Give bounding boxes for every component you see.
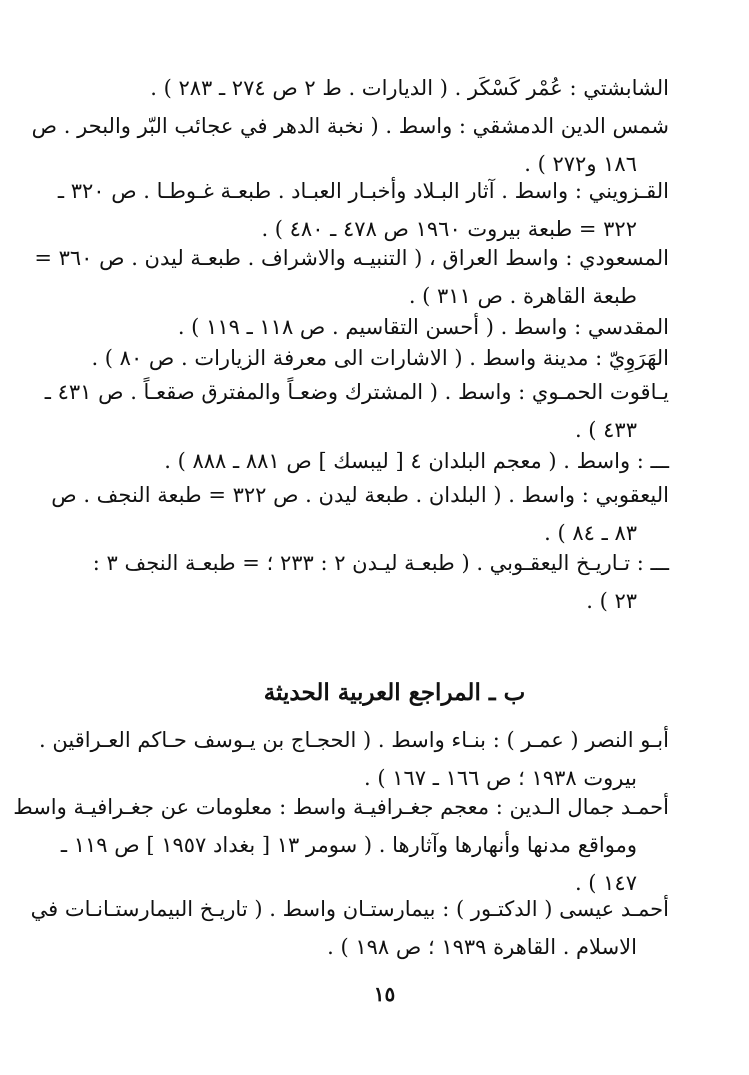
entry-line: الهَرَوِيّ : مدينة واسط . ( الاشارات الى معرفة الزيارات . ص ٨٠ ) .	[91, 346, 669, 370]
entry-line: اليعقوبي : واسط . ( البلدان . طبعة ليدن . ص ٣٢٢ = طبعة النجف . ص	[51, 483, 669, 507]
entry-line-continuation: ٢٣ ) .	[586, 589, 637, 613]
entry-line: الشابشتي : عُمْر كَسْكَر . ( الديارات . ط ٢ ص ٢٧٤ ـ ٢٨٣ ) .	[150, 76, 669, 100]
entry-line-continuation: بيروت ١٩٣٨ ؛ ص ١٦٦ ـ ١٦٧ ) .	[364, 766, 637, 790]
bibliography-entry-shabushti	[96, 69, 669, 107]
entry-line: أحمـد جمال الـدين : معجم جغـرافيـة واسط : معلومات عن جغـرافيـة واسط	[13, 795, 669, 819]
entry-line-continuation: ١٨٦ و٢٧٢ ) .	[524, 152, 637, 176]
entry-line-continuation: ومواقع مدنها وأنهارها وآثارها . ( سومر ١٣ [ بغداد ١٩٥٧ ] ص ١١٩ ـ	[60, 833, 637, 857]
entry-line-continuation: ٨٣ ـ ٨٤ ) .	[544, 521, 637, 545]
entry-line-continuation: ٤٣٣ ) .	[574, 418, 637, 442]
entry-line: أحمـد عيسى ( الدكتـور ) : بيمارستـان واسط . ( تاريـخ البيمارستـانـات في	[30, 897, 669, 921]
entry-line: أبـو النصر ( عمـر ) : بنـاء واسط . ( الحجـاج بن يـوسف حـاكم العـراقين .	[39, 728, 669, 752]
bibliography-entry-yaqubi-tarikh	[92, 544, 669, 620]
bibliography-entry-yaqut-mujam	[96, 442, 669, 480]
bibliography-entry-masudi	[34, 239, 669, 315]
bibliography-entry-qazwini	[57, 172, 669, 248]
bibliography-entry-yaqut	[44, 373, 669, 449]
bibliography-entry-abu-al-nasr	[39, 721, 669, 797]
bibliography-entry-ahmad-isa	[30, 890, 669, 966]
entry-line: المسعودي : واسط العراق ، ( التنبيـه والاشراف . طبعـة ليدن . ص ٣٦٠ =	[34, 246, 669, 270]
section-heading: ب ـ المراجع العربية الحديثة	[263, 679, 526, 706]
entry-line: ـــ : تـاريـخ اليعقـوبي . ( طبعـة ليـدن ٢ : ٢٣٣ ؛ = طبعـة النجف ٣ :	[92, 551, 669, 575]
entry-line: شمس الدين الدمشقي : واسط . ( نخبة الدهر في عجائب البّر والبحر . ص	[31, 114, 669, 138]
entry-line-continuation: الاسلام . القاهرة ١٩٣٩ ؛ ص ١٩٨ ) .	[327, 935, 637, 959]
entry-line: ـــ : واسط . ( معجم البلدان ٤ [ ليبسك ] ص ٨٨١ ـ ٨٨٨ ) .	[164, 449, 669, 473]
entry-line-continuation: طبعة القاهرة . ص ٣١١ ) .	[408, 284, 637, 308]
entry-line-continuation: ٣٢٢ = طبعة بيروت ١٩٦٠ ص ٤٧٨ ـ ٤٨٠ ) .	[261, 217, 637, 241]
page-number: ١٥	[373, 982, 396, 1006]
bibliography-entry-ahmad-jamal-al-din	[13, 788, 669, 902]
bibliography-entry-harawi	[91, 339, 669, 377]
entry-line-continuation: ١٤٧ ) .	[574, 871, 637, 895]
entry-line: المقدسي : واسط . ( أحسن التقاسيم . ص ١١٨ ـ ١١٩ ) .	[177, 315, 669, 339]
entry-line: القـزويني : واسط . آثار البـلاد وأخبـار العبـاد . طبعـة غـوطـا . ص ٣٢٠ ـ	[57, 179, 669, 203]
bibliography-entry-yaqubi	[51, 476, 669, 552]
entry-line: يـاقوت الحمـوي : واسط . ( المشترك وضعـاً والمفترق صقعـاً . ص ٤٣١ ـ	[44, 380, 669, 404]
